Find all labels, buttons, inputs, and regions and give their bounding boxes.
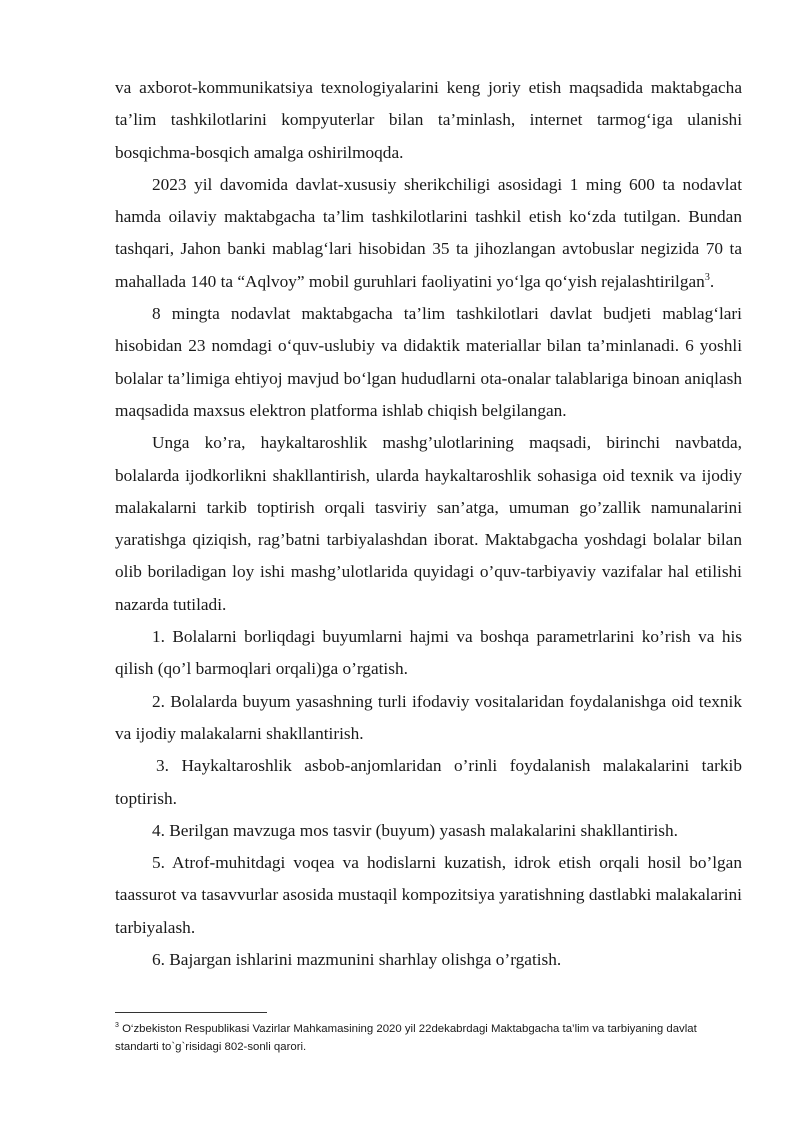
- list-item-5: 5. Atrof-muhitdagi voqea va hodislarni kuzatish, idrok etish orqali hosil bo’lgan taassurot va tasavvurlar asosida mustaqil kompozitsiya yaratishning dastlabki malakalarini tarbiyalash.: [115, 853, 742, 937]
- footnote: [115, 1020, 742, 1056]
- list-item-6: 6. Bajargan ishlarini mazmunini sharhlay olishga o’rgatish.: [152, 950, 562, 970]
- list-item-2: 2. Bolalarda buyum yasashning turli ifodaviy vositalaridan foydalanishga oid texnik va ijodiy malakalarni shakllantirish.: [115, 691, 742, 743]
- footnote-text: O‘zbekiston Respublikasi Vazirlar Mahkamasining 2020 yil 22dekabrdagi Maktabgacha ta’lim va tarbiyaning davlat standarti to`g`risidagi 802-sonli qarori.: [115, 1023, 697, 1053]
- paragraph-sculpture-goals: Unga ko’ra, haykaltaroshlik mashg’ulotlarining maqsadi, birinchi navbatda, bolalarda ijodkorlikni shakllantirish, ularda haykaltaroshlik sohasiga oid texnik va ijodiy malakalarni tarkib toptirish orqali tasviriy san’atga, umuman go’zallik namunalarini yaratishga qiziqish, rag’batni tarbiyalashdan iborat. Maktabgacha yoshdagi bolalar bilan olib boriladigan loy ishi mashg’ulotlarida quyidagi o’quv-tarbiyaviy vazifalar hal etilishi nazarda tutiladi.: [115, 433, 742, 614]
- body-text: [115, 72, 742, 976]
- list-item-1: 1. Bolalarni borliqdagi buyumlarni hajmi va boshqa parametrlarini ko’rish va his qilish (qo’l barmoqlari orqali)ga o’rgatish.: [115, 627, 742, 679]
- footnote-number: 3: [115, 1022, 119, 1030]
- paragraph-2023-period: .: [709, 271, 715, 291]
- list-item-4: 4. Berilgan mavzuga mos tasvir (buyum) yasash malakalarini shakllantirish.: [152, 820, 678, 840]
- footnote-separator: [115, 1012, 267, 1013]
- paragraph-2023-plans: [115, 169, 742, 298]
- paragraph-budget-materials: 8 mingta nodavlat maktabgacha ta’lim tashkilotlari davlat budjeti mablag‘lari hisobidan 23 nomdagi o‘quv-uslubiy va didaktik materiallar bilan ta’minlanadi. 6 yoshli bolalar ta’limiga ehtiyoj mavjud bo‘lgan hududlarni ota-onalar talablariga binoan aniqlash maqsadida maxsus elektron platforma ishlab chiqish belgilangan.: [115, 304, 742, 420]
- footnote-reference[interactable]: 3: [704, 272, 710, 284]
- paragraph-continuation: va axborot-kommunikatsiya texnologiyalarini keng joriy etish maqsadida maktabgacha ta’lim tashkilotlarini kompyuterlar bilan ta’minlash, internet tarmog‘iga ulanishi bosqichma-bosqich amalga oshirilmoqda.: [115, 78, 742, 162]
- list-item-3: 3. Haykaltaroshlik asbob-anjomlaridan o’rinli foydalanish malakalarini tarkib toptirish.: [115, 756, 742, 808]
- paragraph-2023-text: 2023 yil davomida davlat-xususiy sherikchiligi asosidagi 1 ming 600 ta nodavlat hamda oilaviy maktabgacha ta’lim tashkilotlarini tashkil etish ko‘zda tutilgan. Bundan tashqari, Jahon banki mablag‘lari hisobidan 35 ta jihozlangan avtobuslar negizida 70 ta mahallada 140 ta “Aqlvoy” mobil guruhlari faoliyatini yo‘lga qo‘yish rejalashtirilgan: [115, 174, 742, 291]
